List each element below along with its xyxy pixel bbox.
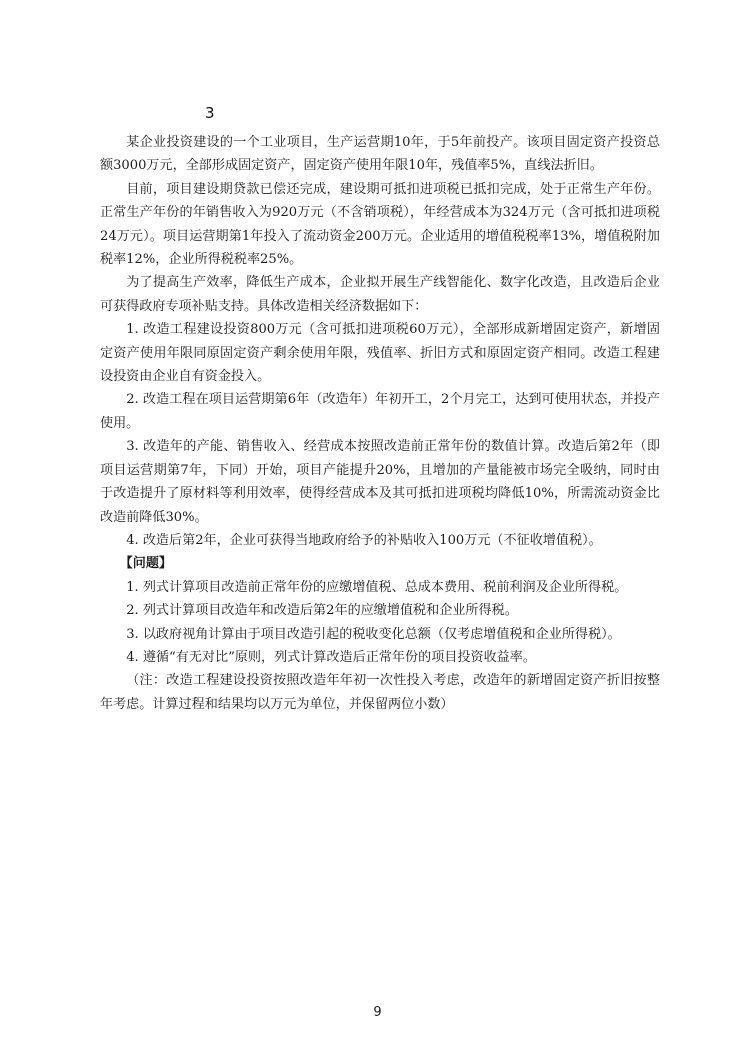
- condition-3: 3. 改造年的产能、销售收入、经营成本按照改造前正常年份的数值计算。改造后第2年（即项目运营期第7年，下同）开始，项目产能提升20%，且增加的产量能被市场完全吸纳，同时由于改造提升了原材料等利用效率，使得经营成本及其可抵扣进项税均降低10%，所需流动资金比改造前降低30%。: [100, 439, 660, 525]
- renovation-intro-paragraph: 为了提高生产效率，降低生产成本，企业拟开展生产线智能化、数字化改造，且改造后企业可获得政府专项补贴支持。具体改造相关经济数据如下：: [100, 275, 660, 314]
- question-1: 1. 列式计算项目改造前正常年份的应缴增值税、总成本费用、税前利润及企业所得税。: [126, 579, 628, 595]
- question-3: 3. 以政府视角计算由于项目改造引起的税收变化总额（仅考虑增值税和企业所得税）。: [126, 626, 621, 642]
- condition-4: 4. 改造后第2年，企业可获得当地政府给予的补贴收入100万元（不征收增值税）。: [126, 532, 602, 548]
- question-2: 2. 列式计算项目改造年和改造后第2年的应缴增值税和企业所得税。: [126, 603, 518, 619]
- question-number: 3: [205, 104, 215, 122]
- condition-2: 2. 改造工程在项目运营期第6年（改造年）年初开工，2个月完工，达到可使用状态，并投产使用。: [100, 392, 660, 431]
- status-paragraph: 目前，项目建设期贷款已偿还完成，建设期可抵扣进项税已抵扣完成，处于正常生产年份。正常生产年份的年销售收入为920万元（不含销项税），年经营成本为324万元（含可抵扣进项税24万元）。项目运营期第1年投入了流动资金200万元。企业适用的增值税税率13%，增值税附加税率12%，企业所得税税率25%。: [100, 181, 660, 268]
- questions-heading: 【问题】: [119, 556, 173, 572]
- intro-paragraph: 某企业投资建设的一个工业项目，生产运营期10年，于5年前投产。该项目固定资产投资总额3000万元，全部形成固定资产，固定资产使用年限10年，残值率5%，直线法折旧。: [100, 135, 660, 174]
- note: （注：改造工程建设投资按照改造年年初一次性投入考虑，改造年的新增固定资产折旧按整年考虑。计算过程和结果均以万元为单位，并保留两位小数）: [100, 673, 660, 712]
- condition-1: 1. 改造工程建设投资800万元（含可抵扣进项税60万元），全部形成新增固定资产，新增固定资产使用年限同原固定资产剩余使用年限，残值率、折旧方式和原固定资产相同。改造工程建设投资由企业自有资金投入。: [100, 322, 660, 385]
- page-number: 9: [373, 1005, 382, 1020]
- question-body: [100, 131, 660, 716]
- question-4: 4. 遵循“有无对比”原则，列式计算改造后正常年份的项目投资收益率。: [126, 649, 536, 665]
